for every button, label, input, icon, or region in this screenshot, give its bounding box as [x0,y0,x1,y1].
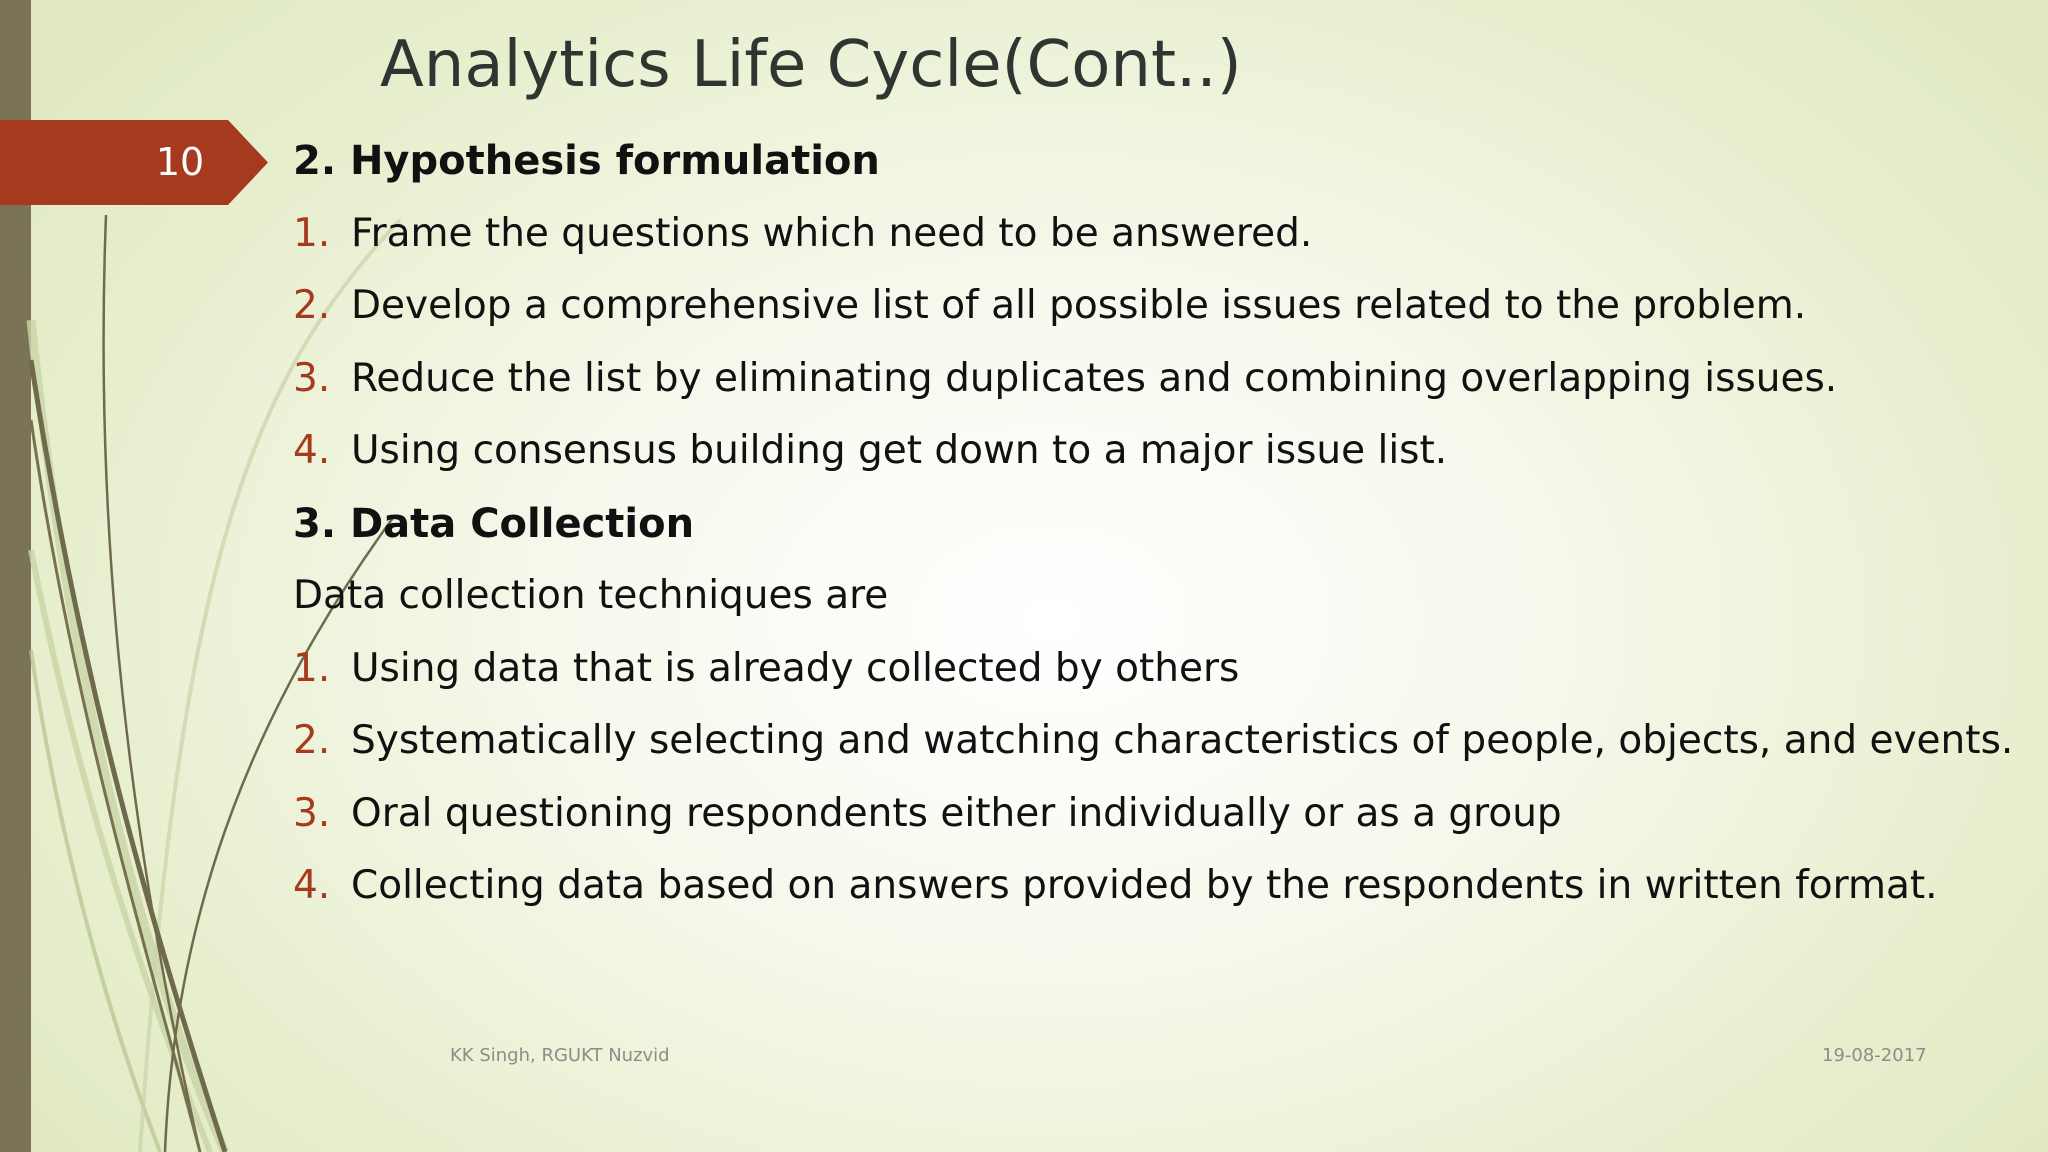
list-item-text: Frame the questions which need to be answered. [351,210,1313,256]
list-item [293,270,2013,343]
section-intro: Data collection techniques are [293,573,889,618]
slide-body [293,125,2013,923]
list-item-text: Using consensus building get down to a major issue list. [351,428,1448,473]
list-item-text: Systematically selecting and watching characteristics of people, objects, and events. [351,718,2014,763]
list-item-text: Oral questioning respondents either individually or as a group [351,790,1562,836]
list-item-text: Using data that is already collected by others [351,645,1240,691]
section-heading-hypothesis: 2. Hypothesis formulation [293,138,880,184]
list-item [293,198,2013,271]
footer-author: KK Singh, RGUKT Nuzvid [450,1045,670,1066]
list-item-number: 1. [293,645,331,691]
slide-title: Analytics Life Cycle(Cont..) [380,28,1242,102]
list-item [293,705,2013,778]
list-item-number: 1. [293,210,331,256]
list-item-text: Collecting data based on answers provided by the respondents in written format. [351,863,1938,908]
list-item-number: 3. [293,355,331,401]
slide-number: 10 [155,140,205,184]
list-item [293,415,2013,488]
list-item [293,778,2013,851]
footer-date: 19-08-2017 [1822,1045,1927,1066]
section-heading-data-collection: 3. Data Collection [293,500,695,547]
list-item-text: Reduce the list by eliminating duplicates and combining overlapping issues. [351,355,1838,401]
list-item [293,850,2013,923]
list-item-number: 2. [293,283,331,328]
list-item-number: 2. [293,718,331,763]
slide-number-tab [0,120,270,205]
list-item [293,633,2013,706]
list-item-number: 4. [293,428,331,473]
list-item-text: Develop a comprehensive list of all possible issues related to the problem. [351,283,1807,328]
list-item-number: 3. [293,790,331,836]
list-item [293,343,2013,416]
list-item-number: 4. [293,863,331,908]
